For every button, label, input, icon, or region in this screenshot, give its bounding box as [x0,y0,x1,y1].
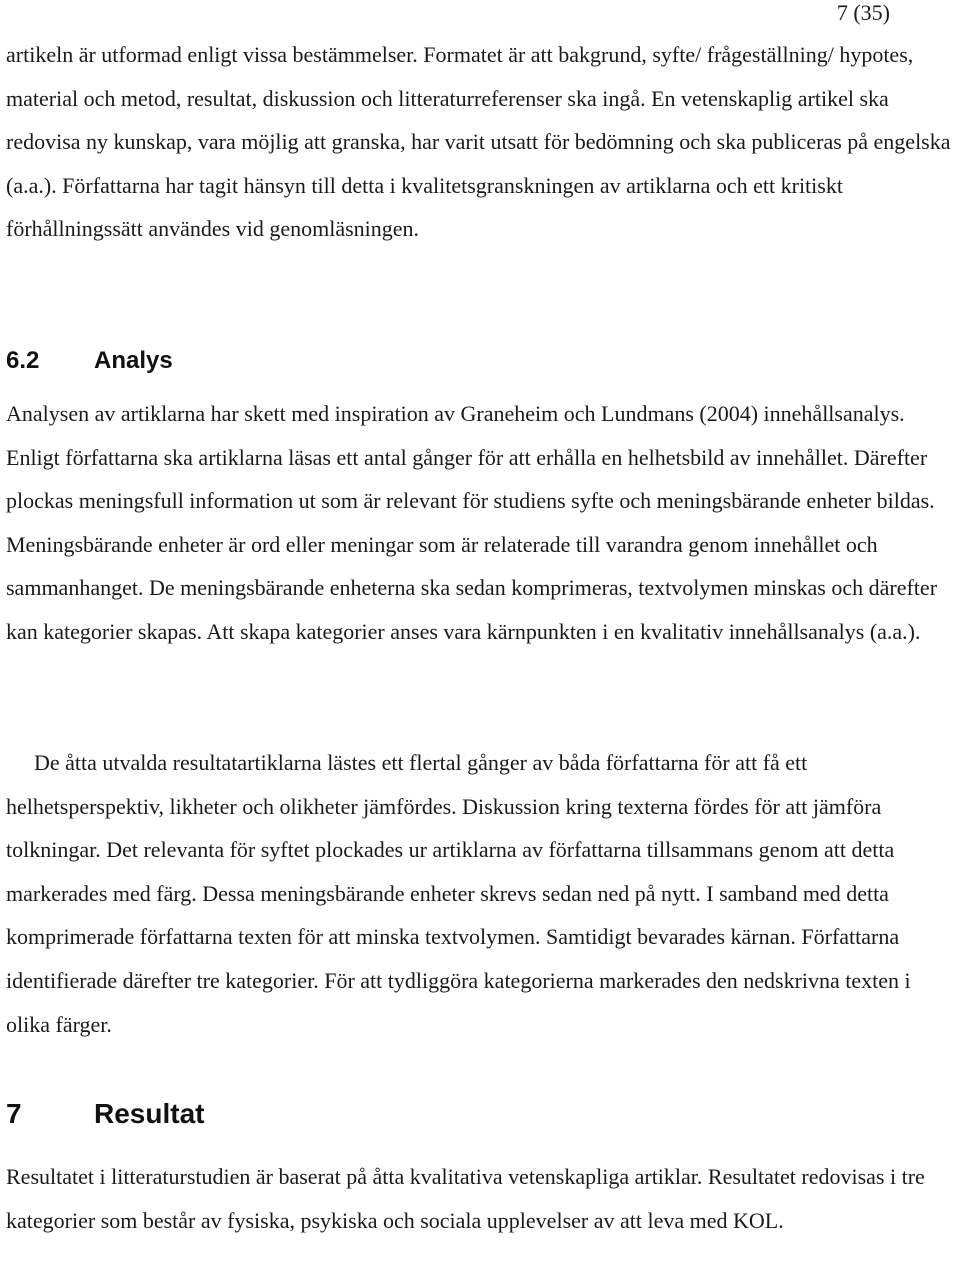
section-number: 7 [6,1098,22,1129]
section-heading-analys [6,346,173,376]
section-title: Resultat [94,1098,205,1129]
paragraph-analys-2: De åtta utvalda resultatartiklarna lästes ett flertal gånger av båda författarna för att få ett helhetsperspektiv, likheter och olikheter jämfördes. Diskussion kring texterna fördes för att jämföra tolkningar. Det relevanta för syftet plockades ur artiklarna av författarna tillsammans genom att detta markerades med färg. Dessa meningsbärande enheter skrevs sedan ned på nytt. I samband med detta komprimerade författarna texten för att minska textvolymen. Samtidigt bevarades kärnan. Författarna identifierade därefter tre kategorier. För att tydliggöra kategorierna markerades den nedskrivna texten i olika färger. [6,750,911,1037]
page-number: 7 (35) [836,0,890,25]
section-title: Analys [94,347,173,374]
paragraph-analys-1: Analysen av artiklarna har skett med inspiration av Graneheim och Lundmans (2004) innehållsanalys. Enligt författarna ska artiklarna läsas ett antal gånger för att erhålla en helhetsbild av innehållet. Därefter plockas meningsfull information ut som är relevant för studiens syfte och meningsbärande enheter bildas. Meningsbärande enheter är ord eller meningar som är relaterade till varandra genom innehållet och sammanhanget. De meningsbärande enheterna ska sedan komprimeras, textvolymen minskas och därefter kan kategorier skapas. Att skapa kategorier anses vara kärnpunkten i en kvalitativ innehållsanalys (a.a.). [6,401,938,644]
paragraph-resultat-1: Resultatet i litteraturstudien är baserat på åtta kvalitativa vetenskapliga artiklar. Resultatet redovisas i tre kategorier som består av fysiska, psykiska och sociala upplevelser av att leva med KOL. [6,1164,925,1233]
section-heading-resultat [6,1097,204,1131]
section-number: 6.2 [6,347,40,374]
paragraph-intro: artikeln är utformad enligt vissa bestämmelser. Formatet är att bakgrund, syfte/ frågeställning/ hypotes, material och metod, resultat, diskussion och litteraturreferenser ska ingå. En vetenskaplig artikel ska redovisa ny kunskap, vara möjlig att granska, har varit utsatt för bedömning och ska publiceras på engelska (a.a.). Författarna har tagit hänsyn till detta i kvalitetsgranskningen av artiklarna och ett kritiskt förhållningssätt användes vid genomläsningen. [6,42,951,242]
